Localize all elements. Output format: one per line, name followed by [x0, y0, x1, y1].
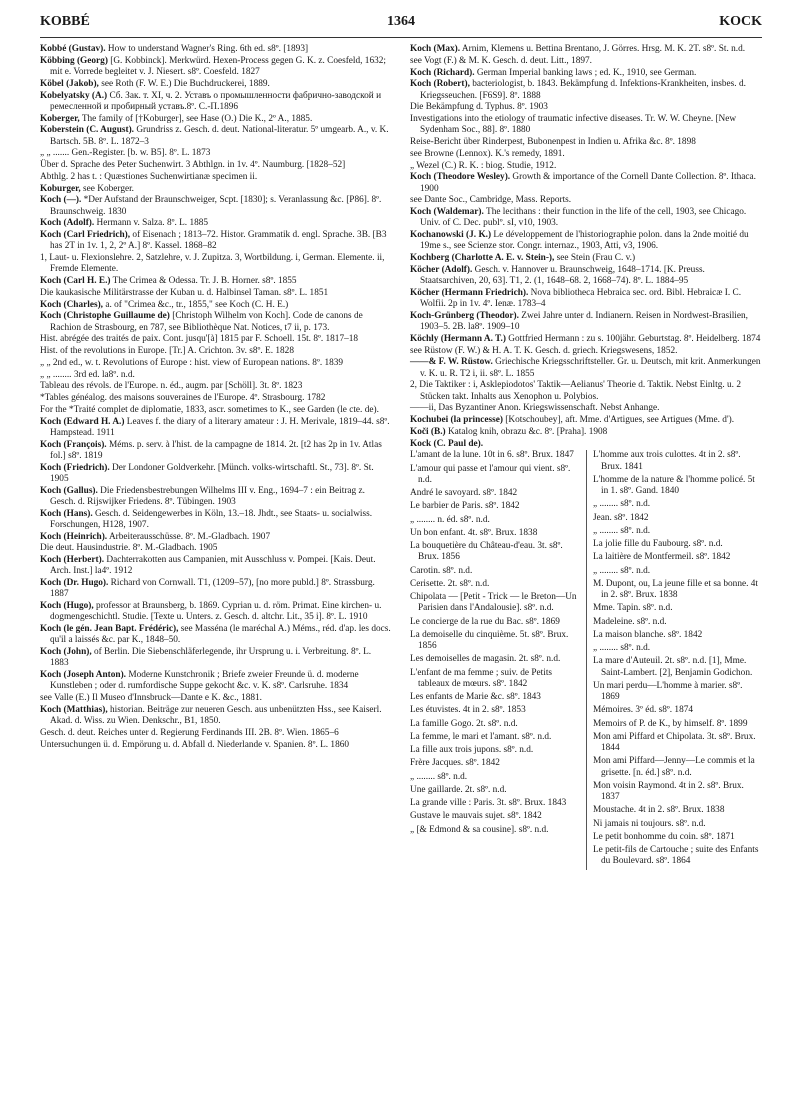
entry-text: see Roth (F. W. E.) Die Buchdruckerei, 1889. — [98, 78, 270, 89]
entry-heading: Koch (Richard). — [410, 67, 475, 78]
entry-heading: Koch (Gallus). — [40, 485, 98, 496]
entry-text: For the *Traité complet de diplomatie, 1833, ascr. sometimes to K., see Garden (le cte. de). — [40, 404, 379, 415]
catalogue-entry — [410, 265, 762, 288]
entry-heading: Koch (Adolf). — [40, 218, 95, 229]
column-divider — [586, 450, 587, 869]
catalogue-entry — [40, 509, 392, 532]
catalogue-entry — [40, 230, 392, 253]
entry-heading: Koch (John), — [40, 647, 92, 657]
work-item: La bouquetière du Château-d'eau. 3t. s8º. Brux. 1856 — [410, 541, 563, 563]
catalogue-entry — [410, 334, 762, 345]
entry-text: Arnim, Klemens u. Bettina Brentano, J. Görres. Hrsg. M. K. 2T. s8º. St. n.d. — [460, 44, 746, 54]
entry-heading: Kobbé (Gustav). — [40, 44, 106, 54]
work-item: „ ........ n. éd. s8º. n.d. — [410, 514, 490, 525]
work-item: Une gaillarde. 2t. s8º. n.d. — [410, 784, 507, 795]
entry-heading: Koch (Max). — [410, 44, 461, 54]
work-item: L'enfant de ma femme ; suiv. de Petits tableaux de mœurs. s8º. 1842 — [410, 667, 553, 689]
work-item: La famille Gogo. 2t. s8º. n.d. — [410, 718, 518, 729]
entry-text: The Crimea & Odessa. Tr. J. B. Horner. s8º. 1855 — [110, 276, 297, 286]
entry-text: see Koberger. — [80, 183, 135, 194]
work-item: Les demoiselles de magasin. 2t. s8º. n.d. — [410, 654, 561, 665]
catalogue-entry — [410, 161, 762, 172]
catalogue-entry — [40, 601, 392, 624]
entry-text: a. of "Crimea &c., tr., 1855," see Koch (C. H. E.) — [103, 299, 289, 310]
work-item: Les enfants de Marie &c. s8º. 1843 — [410, 692, 541, 702]
entry-heading: ——& F. W. Rüstow. — [410, 357, 493, 368]
catalogue-entry — [410, 207, 762, 230]
entry-heading: Koch (Theodore Wesley). — [410, 172, 511, 183]
catalogue-entry — [40, 114, 392, 125]
entry-text: see Dante Soc., Cambridge, Mass. Reports. — [410, 195, 572, 206]
catalogue-entry — [40, 405, 392, 416]
entry-heading: Koch (Carl Friedrich), — [40, 230, 131, 240]
entry-text: Nova bibliotheca Hebraica sec. ord. Bibl. Hebraicæ I. C. Wolfii. 2p in 1v. 4º. Ienæ. 1783–4 — [420, 287, 742, 309]
catalogue-entry — [40, 358, 392, 369]
catalogue-entry — [40, 172, 392, 183]
entry-text: Der Londoner Goldverkehr. [Münch. volks-wirtschaftl. St., 73]. 8º. St. 1905 — [50, 462, 374, 484]
entry-text: Die kaukasische Militärstrasse der Kuban u. d. Halbinsel Taman. s8º. L. 1851 — [40, 287, 329, 298]
work-item: Cerisette. 2t. s8º. n.d. — [410, 578, 490, 589]
work-item: „ ........ s8º. n.d. — [410, 771, 468, 782]
entry-text: professor at Braunsberg, b. 1869. Cyprian u. d. röm. Primat. Eine kirchen- u. dogmengeschichtl. Studie. [Texte u. Unters. z. Gesch. d. altchr. Lit., 35 i]. 8º. L. 1910 — [50, 601, 382, 623]
catalogue-entry — [40, 79, 392, 90]
right-column — [410, 44, 762, 870]
work-item: Chipolata — [Petit - Trick — le Breton—Un Parisien dans l'Andalousie]. s8º. n.d. — [410, 592, 577, 614]
catalogue-entry — [40, 44, 392, 55]
entry-heading: Koberstein (C. August). — [40, 125, 135, 136]
entry-heading: Kochanowski (J. K.) — [410, 230, 492, 240]
kock-works-left — [410, 450, 586, 869]
entry-text: of Eisenach ; 1813–72. Histor. Grammatik d. engl. Sprache. 3B. [B3 has 2T in 1v. 1, 2, 2º A.] 8º. Kassel. 1868–82 — [50, 230, 387, 252]
catalogue-entry — [40, 740, 392, 751]
entry-text: Über d. Sprache des Peter Suchenwirt. 3 Abthlgn. in 1v. 4º. Naumburg. [1828–52] — [40, 160, 346, 170]
catalogue-entry — [410, 288, 762, 311]
entry-text: Katalog knih, obrazu &c. 8º. [Praha]. 1908 — [445, 426, 608, 437]
catalogue-entry — [40, 56, 392, 79]
entry-heading: Koberger, — [40, 113, 80, 124]
header-first-entry: KOBBÉ — [40, 14, 90, 29]
entry-text: Gottfried Hermann : zu s. 100jähr. Geburtstag. 8º. Heidelberg. 1874 — [505, 333, 761, 344]
entry-heading: Köcher (Adolf). — [410, 264, 473, 275]
entry-text: „ „ ....... Gen.-Register. [b. w. B5]. 8º. L. 1873 — [40, 148, 211, 159]
entry-text: Le développement de l'historiographie polon. dans la 2nde moitié du 19me s., see Scienze stor. Congr. internaz., 1903, Atti, v3, 1906. — [420, 230, 749, 252]
entry-text: 2, Die Taktiker : i, Asklepiodotos' Taktik—Aelianus' Theorie d. Taktik. Nebst Einltg. u. 2 Stücken takt. Inhalts aus Xenophon u. Polybios. — [410, 380, 741, 402]
catalogue-entry — [40, 647, 392, 670]
entry-heading: Koch (Hugo), — [40, 601, 94, 611]
entry-text: „ „ 2nd ed., w. t. Revolutions of Europe : hist. view of European nations. 8º. 1839 — [40, 357, 344, 368]
entry-text: Gesch. d. deut. Reiches unter d. Regierung Ferdinands III. 2B. 8º. Wien. 1865–6 — [40, 727, 339, 738]
entry-text: „ Wezel (C.) R. K. : biog. Studie, 1912. — [410, 160, 557, 171]
entry-text: see Masséna (le maréchal A.) Méms., réd. d'ap. les docs. qu'il a laissés &c. par K., 1848–50. — [50, 624, 391, 646]
entry-text: see Rüstow (F. W.) & H. A. T. K. Gesch. d. griech. Kriegswesens, 1852. — [410, 345, 678, 356]
catalogue-entry — [40, 728, 392, 739]
entry-text: Die Bekämpfung d. Typhus. 8º. 1903 — [410, 102, 548, 113]
work-item: La femme, le mari et l'amant. s8º. n.d. — [410, 731, 552, 742]
catalogue-entry — [410, 253, 762, 264]
entry-text: Richard von Cornwall. T1, (1209–57), [no more publd.] 8º. Strassburg. 1887 — [50, 578, 375, 600]
catalogue-entry — [40, 670, 392, 693]
entry-heading: Koch (—). — [40, 195, 82, 206]
catalogue-entry — [410, 311, 762, 334]
catalogue-entry — [410, 137, 762, 148]
entry-heading: Koch (Robert), — [410, 79, 470, 90]
entry-heading: Koch (Christophe Guillaume de) — [40, 311, 170, 322]
catalogue-entry — [40, 300, 392, 311]
entry-heading: Kochubei (la princesse) — [410, 415, 503, 425]
entry-text: Zwei Jahre unter d. Indianern. Reisen in Nordwest-Brasilien, 1903–5. 2B. la8º. 1909–10 — [420, 310, 748, 332]
entry-text: *Der Aufstand der Braunschweiger, Scpt. [1830]; s. Veranlassung &c. [P86]. 8º. Braunschweig. 1830 — [50, 195, 382, 217]
entry-heading: Koch (Charles), — [40, 299, 104, 310]
page-number: 1364 — [387, 14, 415, 29]
work-item: Le concierge de la rue du Bac. s8º. 1869 — [410, 616, 560, 627]
entry-text: Investigations into the etiology of traumatic infective diseases. Tr. W. W. Cheyne. [New Sydenham Soc., 88]. 8º. 1880 — [410, 114, 737, 136]
work-item: Moustache. 4t in 2. s8º. Brux. 1838 — [593, 805, 725, 816]
entry-text: [Christoph Wilhelm von Koch]. Code de canons de Rachion de Strasbourg, en 787, see Bibliothèque Nat. Notices, t7 ii, p. 173. — [50, 311, 363, 333]
work-item: Gustave le mauvais sujet. s8º. 1842 — [410, 811, 542, 822]
catalogue-entry — [40, 195, 392, 218]
catalogue-entry — [410, 195, 762, 206]
entry-text: Gesch. v. Hannover u. Braunschweig, 1648–1714. [K. Preuss. Staatsarchiven, 20, 63]. T1, 2. (1, 1648–68. 2, 1668–74). 8º. L. 1884–95 — [420, 264, 705, 286]
work-item: Mon ami Piffard—Jenny—Le commis et la grisette. [n. éd.] s8º. n.d. — [593, 756, 755, 778]
entry-heading: Köbel (Jakob), — [40, 78, 99, 89]
catalogue-entry — [410, 44, 762, 55]
work-item: Ni jamais ni toujours. s8º. n.d. — [593, 818, 706, 829]
catalogue-entry — [40, 486, 392, 509]
header-last-entry: KOCK — [719, 14, 762, 29]
work-item: Les étuvistes. 4t in 2. s8º. 1853 — [410, 705, 526, 716]
entry-heading: Koch (Heinrich). — [40, 531, 108, 542]
catalogue-entry — [410, 403, 762, 414]
entry-text: How to understand Wagner's Ring. 6th ed. s8º. [1893] — [105, 44, 309, 54]
entry-heading: Koburger, — [40, 183, 81, 194]
work-item: L'homme aux trois culottes. 4t in 2. s8º. Brux. 1841 — [593, 450, 741, 472]
entry-text: Leaves f. the diary of a literary amateur : J. H. Merivale, 1819–44. s8º. Hampstead. 1911 — [50, 416, 390, 438]
work-item: M. Dupont, ou, La jeune fille et sa bonne. 4t in 2. s8º. Brux. 1838 — [593, 578, 758, 600]
entry-heading: Koch (le gén. Jean Bapt. Frédéric), — [40, 624, 179, 634]
entry-text: Hermann v. Salza. 8º. L. 1885 — [94, 218, 209, 229]
entry-text: bacteriologist, b. 1843. Bekämpfung d. Infektions-Krankheiten, insbes. d. Kriegsseuchen. [F6S9]. 8º. 1888 — [420, 79, 746, 101]
entry-text: Reise-Bericht über Rinderpest, Bubonenpest in Indien u. Afrika &c. 8º. 1898 — [410, 137, 696, 147]
entry-heading: Koch (Carl H. E.) — [40, 276, 111, 286]
catalogue-entry — [40, 276, 392, 287]
work-item: L'homme de la nature & l'homme policé. 5t in 1. s8º. Gand. 1840 — [593, 474, 755, 496]
catalogue-entry — [410, 114, 762, 137]
work-item: Un bon enfant. 4t. s8º. Brux. 1838 — [410, 527, 538, 538]
entry-text: Dachterrakotten aus Campanien, mit Ausschluss v. Pompei. [Kais. Deut. Arch. Inst.] la4º. 1912 — [50, 555, 376, 577]
catalogue-entry — [40, 555, 392, 578]
work-item: Le petit bonhomme du coin. s8º. 1871 — [593, 831, 735, 842]
entry-text: „ „ ........ 3rd ed. la8º. n.d. — [40, 369, 135, 380]
entry-text: The lecithans : their function in the life of the cell, 1903, see Chicago. Univ. of C. Dec. publº. sI, v10, 1903. — [420, 207, 747, 229]
work-item: „ ........ s8º. n.d. — [593, 643, 651, 653]
work-item: Memoirs of P. de K., by himself. 8º. 1899 — [593, 718, 748, 729]
entry-heading: Koči (B.) — [410, 426, 446, 437]
entry-heading: Koch (Dr. Hugo). — [40, 578, 109, 588]
entry-text: Gesch. d. Seidengewerbes in Köln, 13.–18. Jhdt., see Staats- u. socialwiss. Forschungen, H128, 1907. — [50, 508, 373, 530]
work-item: La mare d'Auteuil. 2t. s8º. n.d. [1], Mme. Saint-Lambert. [2], Benjamin Godichon. — [593, 656, 753, 678]
entry-text: Méms. p. serv. à l'hist. de la campagne de 1814. 2t. [t2 has 2p in 1v. Atlas fol.] s8º. 1819 — [50, 439, 382, 461]
entry-heading: Kock (C. Paul de). — [410, 438, 484, 449]
catalogue-entry — [40, 125, 392, 148]
left-column — [40, 44, 392, 751]
catalogue-entry — [410, 346, 762, 357]
catalogue-entry — [410, 102, 762, 113]
catalogue-entry — [40, 91, 392, 114]
entry-text: Growth & importance of the Cornell Dante Collection. 8º. Ithaca. 1900 — [420, 172, 756, 194]
entry-text: Die deut. Hausindustrie. 8º. M.-Gladbach. 1905 — [40, 543, 218, 554]
catalogue-entry — [40, 334, 392, 345]
catalogue-entry — [40, 218, 392, 229]
catalogue-entry — [410, 427, 762, 438]
entry-heading: Koch (Hans). — [40, 508, 93, 519]
catalogue-entry — [410, 68, 762, 79]
header-rule — [40, 37, 762, 38]
work-item: L'amour qui passe et l'amour qui vient. s8º. n.d. — [410, 463, 571, 485]
entry-text: Grundriss z. Gesch. d. deut. National-literatur. 5º umgearb. A., v. K. Bartsch. 5B. 8º. L. 1872–3 — [50, 125, 389, 147]
catalogue-entry — [40, 440, 392, 463]
catalogue-entry — [410, 230, 762, 253]
entry-text: Tableau des révols. de l'Europe. n. éd., augm. par [Schöll]. 3t. 8º. 1823 — [40, 381, 303, 392]
work-item: Le petit-fils de Cartouche ; suite des Enfants du Boulevard. s8º. 1864 — [593, 845, 759, 867]
work-item: Mon ami Piffard et Chipolata. 3t. s8º. Brux. 1844 — [593, 731, 756, 753]
catalogue-entry — [40, 543, 392, 554]
entry-text: Die Friedensbestrebungen Wilhelms III v. Eng., 1694–7 : ein Beitrag z. Gesch. d. Rijswijker Friedens. 8º. Tübingen. 1903 — [50, 485, 365, 507]
entry-heading: Koch (Friedrich). — [40, 462, 110, 473]
catalogue-entry — [40, 381, 392, 392]
entry-text: Abthlg. 2 has t. : Quæstiones Suchenwirtianæ specimen ii. — [40, 171, 258, 182]
catalogue-entry — [40, 311, 392, 334]
catalogue-entry — [40, 578, 392, 601]
entry-text: Hist. of the revolutions in Europe. [Tr.] A. Crichton. 3v. s8º. E. 1828 — [40, 346, 294, 356]
catalogue-entry — [40, 624, 392, 647]
entry-text: [G. Kobbinck]. Merkwürd. Hexen-Process gegen G. K. z. Coesfeld, 1632; mit e. Vorrede begleitet v. J. Niesert. s8º. Coesfeld. 1827 — [50, 55, 386, 77]
entry-text: see Valle (E.) Il Museo d'Innsbruck—Dante e K. &c., 1881. — [40, 693, 262, 703]
entry-text: Griechische Kriegsschriftsteller. Gr. u. Deutsch, mit krit. Anmerkungen v. K. u. R. T2 i, ii. s8º. L. 1855 — [420, 357, 761, 379]
work-item: Madeleine. s8º. n.d. — [593, 616, 667, 627]
catalogue-entry — [410, 415, 762, 426]
entry-text: see Browne (Lennox). K.'s remedy, 1891. — [410, 148, 565, 159]
work-item: La grande ville : Paris. 3t. s8º. Brux. 1843 — [410, 798, 567, 808]
catalogue-entry — [410, 56, 762, 67]
work-item: La maison blanche. s8º. 1842 — [593, 629, 703, 640]
work-item: Mon voisin Raymond. 4t in 2. s8º. Brux. 1837 — [593, 780, 744, 802]
kock-works-list — [410, 450, 762, 869]
entry-text: 1, Laut- u. Flexionslehre. 2, Satzlehre, v. J. Zupitza. 3, Wortbildung. i, German. Elemente. ii, Fremde Elemente. — [40, 253, 385, 275]
entry-heading: Koch (Edward H. A.) — [40, 416, 125, 427]
entry-text: historian. Beiträge zur neueren Gesch. aus unbenützten Hss., see Kaiserl. Akad. d. Wiss. zu Wien. Denkschr., B1, 1850. — [50, 704, 382, 726]
catalogue-entry — [40, 705, 392, 728]
catalogue-entry — [40, 184, 392, 195]
kock-works-right — [586, 450, 762, 869]
catalogue-entry — [40, 253, 392, 276]
entry-text: The family of [†Koburger], see Hase (O.) Die K., 2º A., 1885. — [79, 113, 313, 124]
entry-heading: Köcher (Hermann Friedrich). — [410, 287, 529, 298]
work-item: Le barbier de Paris. s8º. 1842 — [410, 501, 520, 512]
work-item: La fille aux trois jupons. s8º. n.d. — [410, 745, 534, 755]
entry-heading: Koch (François). — [40, 439, 107, 450]
entry-text: ——ii, Das Byzantiner Anon. Kriegswissenschaft. Nebst Anhange. — [410, 403, 660, 414]
catalogue-entry — [40, 393, 392, 404]
entry-heading: Koch (Herbert). — [40, 555, 105, 565]
catalogue-entry — [40, 148, 392, 159]
entry-text: Arbeiterausschüsse. 8º. M.-Gladbach. 1907 — [107, 531, 271, 542]
entry-heading: Koch (Waldemar). — [410, 207, 484, 217]
catalogue-entry — [410, 149, 762, 160]
right-entries — [410, 44, 762, 450]
catalogue-entry — [410, 79, 762, 102]
work-item: Jean. s8º. 1842 — [593, 512, 649, 523]
work-item: „ ........ s8º. n.d. — [593, 565, 651, 576]
entry-text: German Imperial banking laws ; ed. K., 1910, see German. — [474, 67, 697, 78]
work-item: Mme. Tapin. s8º. n.d. — [593, 603, 673, 614]
catalogue-entry — [40, 693, 392, 704]
work-item: „ ........ s8º. n.d. — [593, 499, 651, 510]
catalogue-entry — [40, 160, 392, 171]
entry-text: Сб. Зак. т. XI, ч. 2. Уставъ о промышленности фабрично-заводской и ремесленной и пробирный уставъ.8º. С.-П.1896 — [50, 90, 382, 112]
catalogue-entry — [410, 380, 762, 403]
entry-heading: Koch-Grünberg (Theodor). — [410, 310, 519, 321]
catalogue-entry — [40, 346, 392, 357]
entry-heading: Köchly (Hermann A. T.) — [410, 333, 506, 344]
entry-text: [Kotschoubey], aft. Mme. d'Artigues, see Artigues (Mme. d'). — [502, 415, 735, 425]
catalogue-entry — [410, 172, 762, 195]
entry-heading: Kobelyatsky (A.) — [40, 90, 108, 101]
work-item: Carotin. s8º. n.d. — [410, 565, 473, 576]
entry-heading: Köbbing (Georg) — [40, 55, 108, 66]
work-item: Frère Jacques. s8º. 1842 — [410, 758, 500, 769]
work-item: L'amant de la lune. 10t in 6. s8º. Brux. 1847 — [410, 450, 574, 461]
entry-text: *Tables généalog. des maisons souveraines de l'Europe. 4º. Strasbourg. 1782 — [40, 393, 326, 403]
entry-text: see Vogt (F.) & M. K. Gesch. d. deut. Litt., 1897. — [410, 55, 592, 66]
catalogue-entry — [40, 288, 392, 299]
catalogue-entry — [40, 463, 392, 486]
running-header — [40, 14, 762, 34]
catalogue-entry — [410, 439, 762, 450]
work-item: „ [& Edmond & sa cousine]. s8º. n.d. — [410, 824, 549, 835]
catalogue-entry — [40, 532, 392, 543]
work-item: „ ........ s8º. n.d. — [593, 525, 651, 536]
work-item: Un mari perdu—L'homme à marier. s8º. 1869 — [593, 680, 743, 702]
entry-heading: Kochberg (Charlotte A. E. v. Stein-), — [410, 253, 555, 263]
entry-text: Moderne Kunstchronik ; Briefe zweier Freunde ü. d. moderne Kunstleben ; oder d. rumfordische Suppe gekocht &c. v. K. s8º. Carlsruhe. 1834 — [50, 670, 359, 692]
work-item: La laitière de Montfermeil. s8º. 1842 — [593, 552, 731, 563]
entry-text: Hist. abrégée des traités de paix. Cont. jusqu'[à] 1815 par F. Schoell. 15t. 8º. 1817–18 — [40, 334, 359, 345]
catalogue-entry — [40, 370, 392, 381]
entry-text: see Stein (Frau C. v.) — [554, 253, 636, 263]
entry-heading: Koch (Joseph Anton). — [40, 670, 127, 680]
work-item: La jolie fille du Faubourg. s8º. n.d. — [593, 539, 723, 549]
work-item: Mémoires. 3º éd. s8º. 1874 — [593, 705, 694, 716]
work-item: André le savoyard. s8º. 1842 — [410, 488, 518, 498]
entry-text: Untersuchungen ü. d. Empörung u. d. Abfall d. Niederlande v. Spanien. 8º. L. 1860 — [40, 739, 350, 750]
entry-heading: Koch (Matthias), — [40, 704, 108, 715]
catalogue-entry — [410, 357, 762, 380]
entry-text: of Berlin. Die Siebenschläferlegende, ihr Ursprung u. i. Verbreitung. 8º. L. 1883 — [50, 647, 372, 669]
work-item: La demoiselle du cinquième. 5t. s8º. Brux. 1856 — [410, 629, 569, 651]
catalogue-entry — [40, 417, 392, 440]
